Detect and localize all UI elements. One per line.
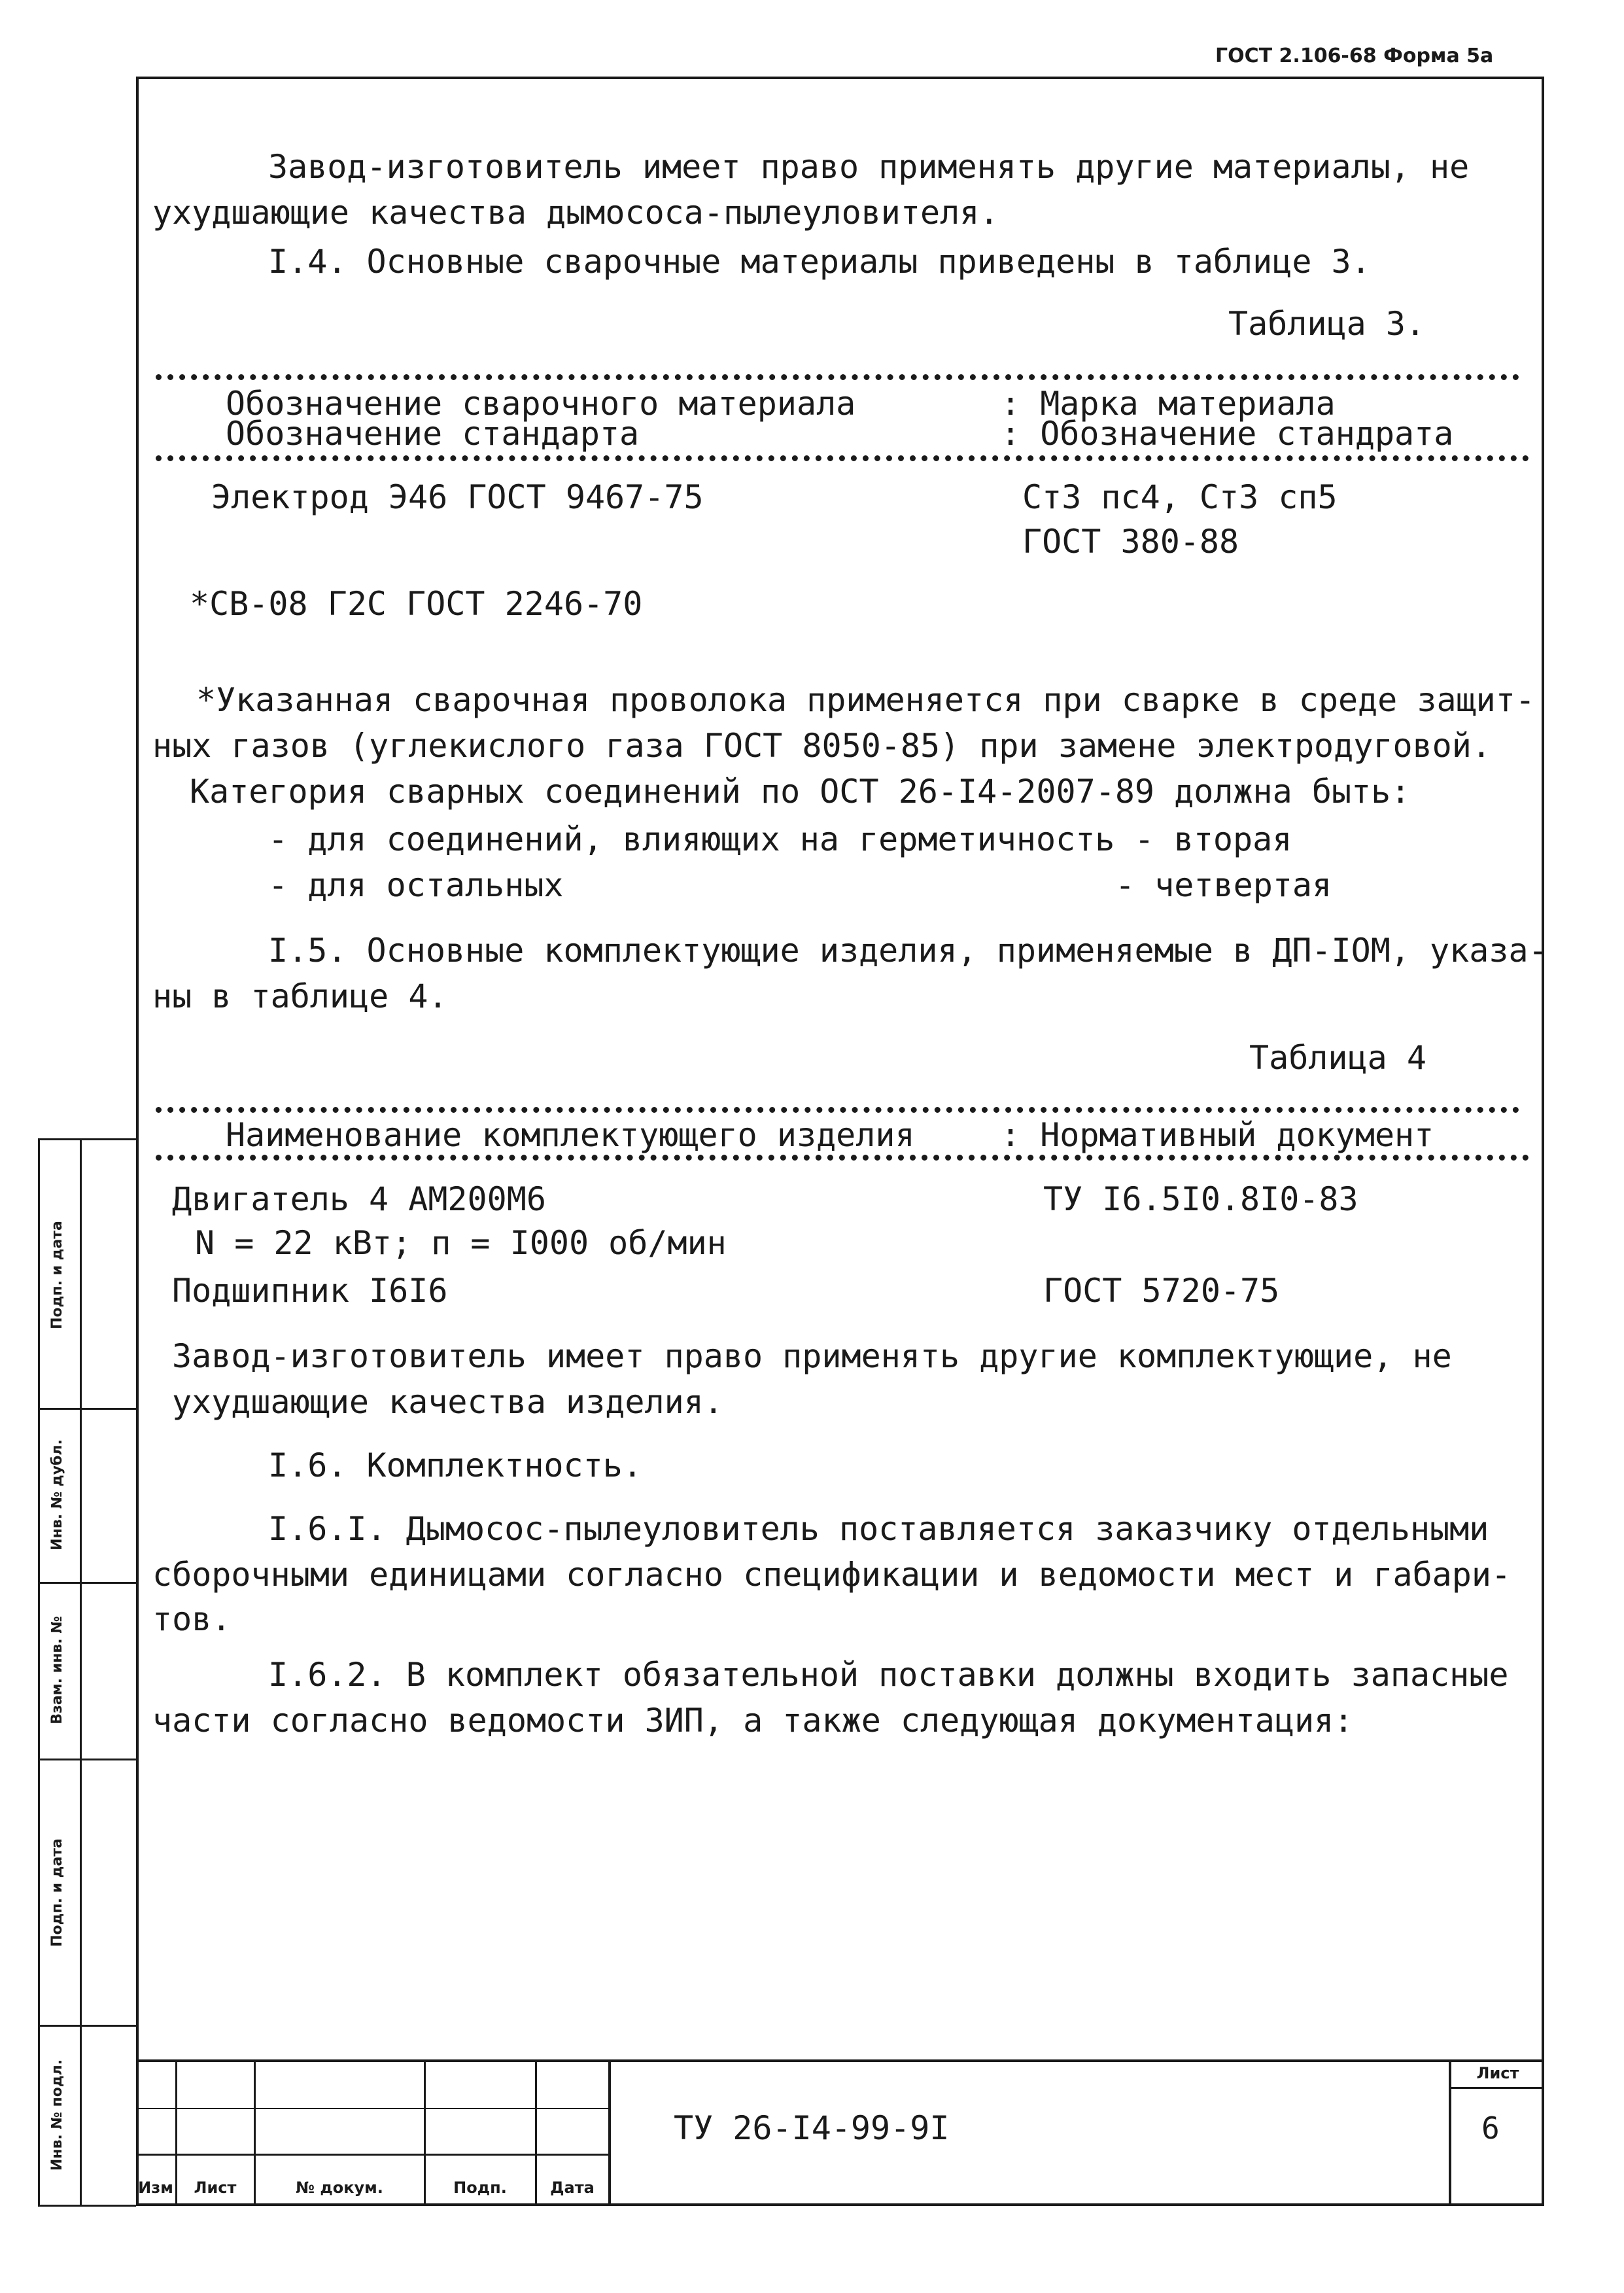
- paragraph-1-6-1-line3: тов.: [152, 1600, 232, 1638]
- table4-top-dotted-rule: [156, 1107, 1519, 1113]
- title-block-top: [136, 2059, 1544, 2062]
- side-row-sep-2: [38, 1582, 136, 1584]
- paragraph-materials-line1: Завод-изготовитель имеет право применять другие материалы, не: [268, 148, 1470, 186]
- title-block-label-izm: Изм: [138, 2179, 173, 2197]
- title-block-bottom: [136, 2203, 1544, 2206]
- title-block-col-5: [608, 2059, 611, 2205]
- side-row-sep-1: [38, 1408, 136, 1410]
- side-label-vzam-inv: Взам. инв. №: [49, 1616, 65, 1724]
- table3-row2-left: *СВ-08 Г2С ГОСТ 2246-70: [190, 585, 643, 623]
- document-code: ТУ 26-I4-99-9I: [674, 2109, 950, 2147]
- side-row-sep-4: [38, 2025, 136, 2027]
- note-line1: *Указанная сварочная проволока применяется при сварке в среде защит-: [196, 681, 1535, 719]
- table3-top-dotted-rule: [156, 374, 1519, 380]
- paragraph-materials-line2: ухудшающие качества дымососа-пылеуловителя.: [152, 194, 999, 232]
- sheet-label-separator: [1449, 2087, 1544, 2089]
- paragraph-1-5-line2: ны в таблице 4.: [152, 977, 448, 1015]
- sheet-label: Лист: [1476, 2064, 1519, 2082]
- title-block-row-1: [136, 2108, 610, 2109]
- table3-row1-right-1: Ст3 пс4, Ст3 сп5: [1022, 478, 1338, 516]
- sheet-number: 6: [1481, 2110, 1500, 2146]
- paragraph-1-6: I.6. Комплектность.: [268, 1446, 642, 1484]
- paragraph-1-4: I.4. Основные сварочные материалы приведены в таблице 3.: [268, 243, 1371, 281]
- table4-row1-right: ТУ I6.5I0.8I0-83: [1043, 1180, 1358, 1218]
- note-line2: ных газов (углекислого газа ГОСТ 8050-85) при замене электродуговой.: [152, 727, 1491, 765]
- table4-row1-sub: N = 22 кВт; п = I000 об/мин: [195, 1224, 727, 1262]
- side-label-sign-date-2: Подп. и дата: [49, 1838, 65, 1947]
- table4-row1-left: Двигатель 4 АМ200М6: [172, 1180, 546, 1218]
- paragraph-1-6-1-line1: I.6.I. Дымосос-пылеуловитель поставляется заказчику отдельными: [268, 1510, 1489, 1548]
- table3-caption: Таблица 3.: [1228, 305, 1426, 343]
- form-header: ГОСТ 2.106-68 Форма 5а: [1215, 44, 1494, 67]
- table4-row2-left: Подшипник I6I6: [172, 1272, 448, 1310]
- table4-header-left: Наименование комплектующего изделия: [226, 1116, 915, 1154]
- side-column-top: [38, 1138, 136, 1140]
- title-block-label-doc-number: № докум.: [296, 2179, 383, 2197]
- category-item-1: - для соединений, влияющих на герметичность - вторая: [268, 820, 1292, 858]
- table4-header-right: : Нормативный документ: [1001, 1116, 1434, 1154]
- side-column-left-border: [38, 1138, 40, 2206]
- table3-row1-right-2: ГОСТ 380-88: [1022, 523, 1239, 561]
- category-item-2-left: - для остальных: [268, 866, 564, 904]
- table3-header-right-1: : Марка материала: [1001, 385, 1336, 423]
- paragraph-1-5-line1: I.5. Основные комплектующие изделия, применяемые в ДП-IOM, указа-: [268, 932, 1548, 970]
- table3-header-left-1: Обозначение сварочного материала: [226, 385, 856, 423]
- table4-header-bottom-dotted-rule: [156, 1155, 1529, 1161]
- table4-caption: Таблица 4: [1249, 1039, 1426, 1077]
- category-item-2-right: - четвертая: [1115, 866, 1332, 904]
- table3-header-left-2: Обозначение стандарта: [226, 415, 640, 453]
- table4-row2-right: ГОСТ 5720-75: [1043, 1272, 1280, 1310]
- category-line: Категория сварных соединений по ОСТ 26-I4-2007-89 должна быть:: [190, 773, 1411, 811]
- paragraph-after-table4-line2: ухудшающие качества изделия.: [172, 1383, 723, 1421]
- table3-header-bottom-dotted-rule: [156, 455, 1529, 461]
- paragraph-1-6-2-line1: I.6.2. В комплект обязательной поставки должны входить запасные: [268, 1656, 1509, 1694]
- title-block-label-list: Лист: [194, 2179, 237, 2197]
- side-label-inv-dubl: Инв. № дубл.: [49, 1439, 65, 1550]
- side-label-inv-podl: Инв. № подл.: [49, 2059, 65, 2171]
- side-label-sign-date-1: Подп. и дата: [49, 1221, 65, 1329]
- title-block-label-date: Дата: [550, 2179, 595, 2197]
- paragraph-after-table4-line1: Завод-изготовитель имеет право применять другие комплектующие, не: [172, 1337, 1452, 1375]
- side-row-sep-3: [38, 1759, 136, 1760]
- paragraph-1-6-2-line2: части согласно ведомости ЗИП, а также следующая документация:: [152, 1702, 1354, 1740]
- side-column-bottom: [38, 2205, 136, 2207]
- table3-header-right-2: : Обозначение стандрата: [1001, 415, 1454, 453]
- title-block-label-signature: Подп.: [453, 2179, 507, 2197]
- table3-row1-left: Электрод Э46 ГОСТ 9467-75: [211, 478, 704, 516]
- paragraph-1-6-1-line2: сборочными единицами согласно спецификации и ведомости мест и габари-: [152, 1556, 1512, 1594]
- side-column-divider: [80, 1138, 82, 2206]
- title-block-row-2: [136, 2154, 610, 2156]
